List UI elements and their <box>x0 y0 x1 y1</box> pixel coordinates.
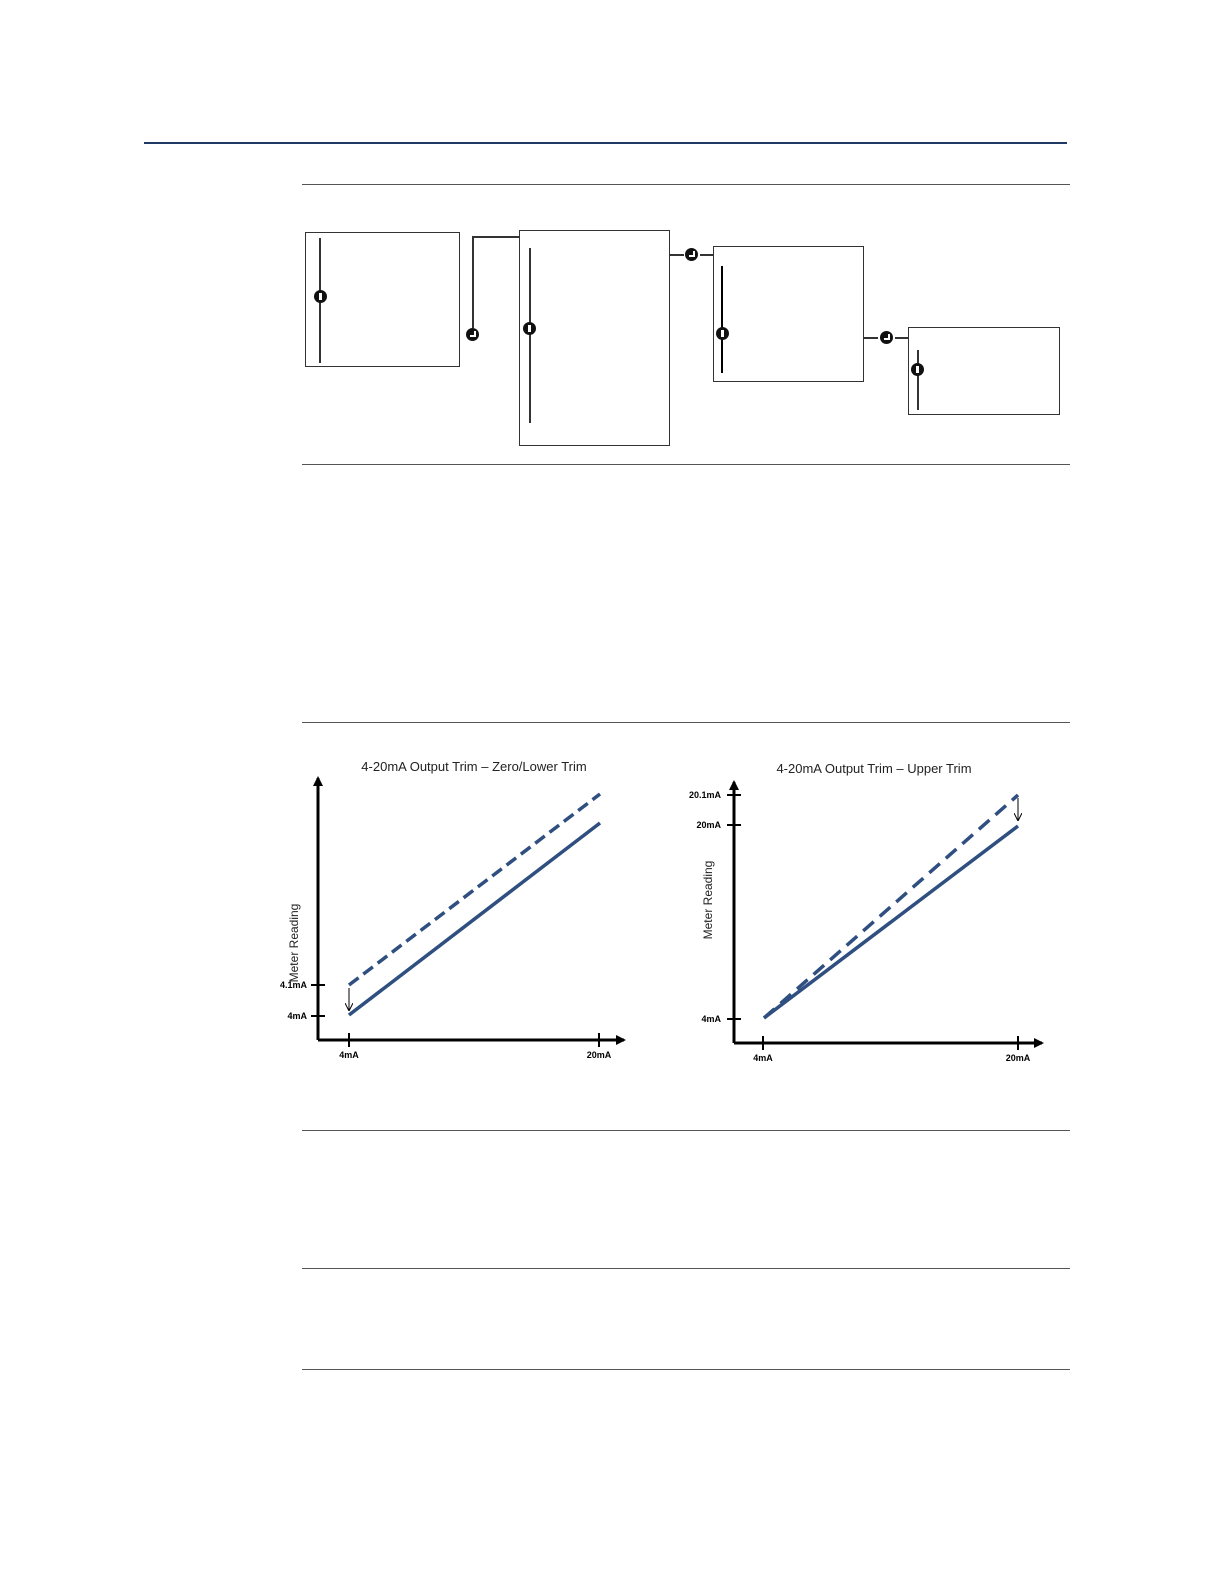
x-tick-label: 20mA <box>1005 1053 1031 1063</box>
solid-series-line <box>764 826 1018 1018</box>
solid-series-line <box>349 823 600 1015</box>
lower-trim-chart <box>280 759 624 1060</box>
dashed-series-line <box>764 795 1018 1018</box>
upper-trim-chart <box>689 761 1042 1063</box>
x-tick-label: 4mA <box>753 1053 773 1063</box>
x-tick-label: 4mA <box>339 1050 359 1060</box>
chart-title: 4-20mA Output Trim – Upper Trim <box>776 761 972 776</box>
y-tick-label: 20mA <box>696 820 721 830</box>
y-tick-label: 4.1mA <box>279 980 307 990</box>
y-tick-label: 20.1mA <box>688 790 721 800</box>
y-tick-label: 4mA <box>287 1011 307 1021</box>
y-axis-label: Meter Reading <box>701 860 715 940</box>
y-axis-label: Meter Reading <box>287 903 301 983</box>
y-tick-label: 4mA <box>701 1014 721 1024</box>
chart-title: 4-20mA Output Trim – Zero/Lower Trim <box>361 759 587 774</box>
x-tick-label: 20mA <box>586 1050 612 1060</box>
dashed-series-line <box>349 794 600 985</box>
